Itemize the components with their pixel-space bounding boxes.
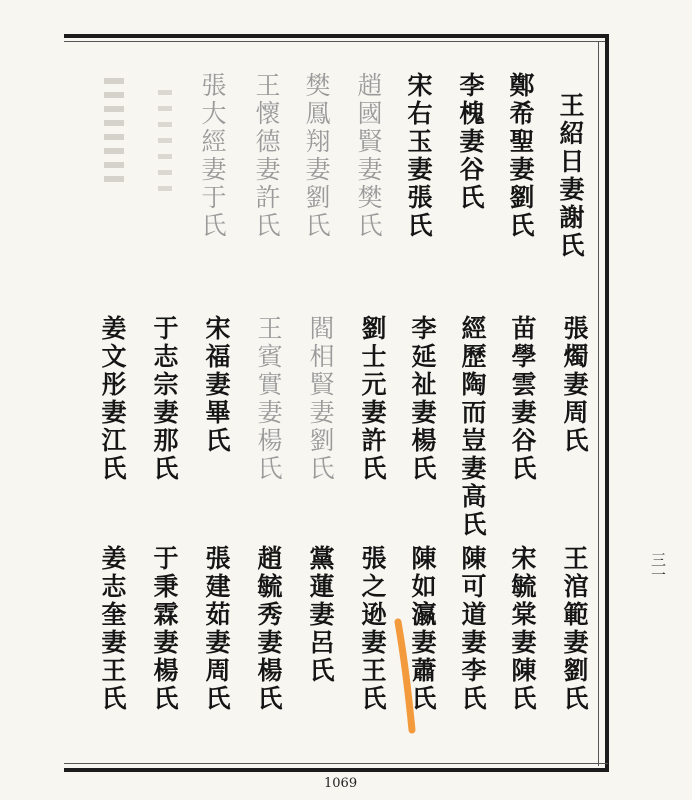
entry-col9-bottom: 于秉霖妻楊氏	[150, 545, 179, 713]
entry-col1-top: 王紹日妻謝氏	[556, 92, 585, 260]
entry-col7-middle: 王賓實妻楊氏	[254, 315, 283, 483]
entry-col6-middle: 閻相賢妻劉氏	[306, 315, 335, 483]
entry-col8-middle: 宋福妻畢氏	[202, 315, 231, 455]
entry-col10-bottom: 姜志奎妻王氏	[98, 545, 127, 713]
entry-col4-middle: 李延祉妻楊氏	[408, 315, 437, 483]
entry-col7-top: 王懷德妻許氏	[252, 72, 281, 240]
entry-col4-bottom: 陳如瀛妻蕭氏	[408, 545, 437, 713]
entry-col6-bottom: 黨蓮妻呂氏	[306, 545, 335, 685]
entry-col9-middle: 于志宗妻那氏	[150, 315, 179, 483]
entry-col3-middle: 經歷陶而豈妻高氏	[458, 315, 487, 539]
leaf-number: 三一	[649, 552, 667, 582]
page-number: 1069	[324, 776, 358, 791]
entry-col1-middle: 張燭妻周氏	[560, 315, 589, 455]
entry-col5-middle: 劉士元妻許氏	[358, 315, 387, 483]
entry-col4-top: 宋右玉妻張氏	[404, 72, 433, 240]
entry-col2-middle: 苗學雲妻谷氏	[508, 315, 537, 483]
entry-col3-bottom: 陳可道妻李氏	[458, 545, 487, 713]
entry-col10-middle: 姜文彤妻江氏	[98, 315, 127, 483]
entry-col8-bottom: 張建茹妻周氏	[202, 545, 231, 713]
entry-col3-top: 李槐妻谷氏	[456, 72, 485, 212]
entry-col8-top: 張大經妻于氏	[198, 72, 227, 240]
entry-col2-top: 鄭希聖妻劉氏	[506, 72, 535, 240]
entry-col5-top: 趙國賢妻樊氏	[354, 72, 383, 240]
entry-col5-bottom: 張之逊妻王氏	[358, 545, 387, 713]
orange-highlight-stroke	[398, 622, 412, 730]
entry-col1-bottom: 王涫範妻劉氏	[560, 545, 589, 713]
entry-col2-bottom: 宋毓棠妻陳氏	[508, 545, 537, 713]
entry-col7-bottom: 趙毓秀妻楊氏	[254, 545, 283, 713]
entry-col6-top: 樊鳳翔妻劉氏	[302, 72, 331, 240]
